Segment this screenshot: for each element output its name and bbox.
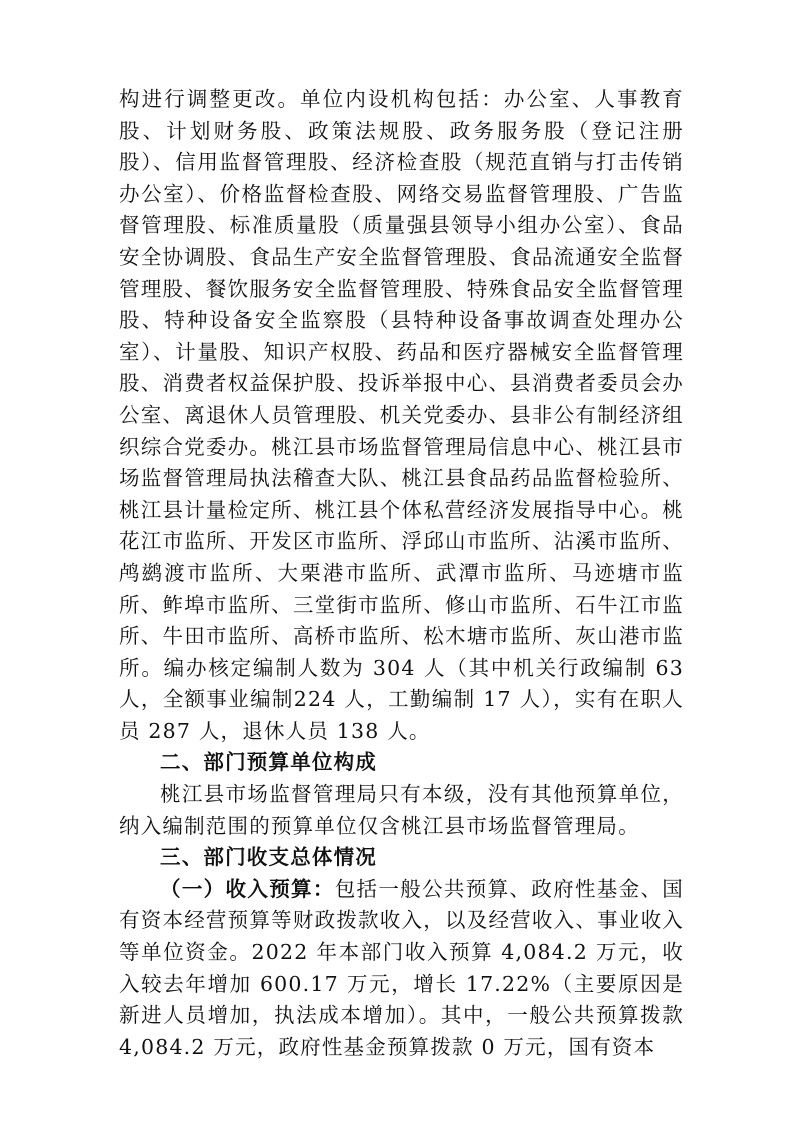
income-budget-text: 包括一般公共预算、政府性基金、国有资本经营预算等财政拨款收入，以及经营收入、事业收入等单位资金。2022 年本部门收入预算 4,084.2 万元，收入较去年增加 600.17 万元，增长 17.22%（主要原因是新进人员增加，执法成本增加）。其中，一般公共预算拨款 4,084.2 万元，政府性基金预算拨款 0 万元，国有资本: [119, 876, 684, 1059]
section-heading-budget-units: 二、部门预算单位构成: [160, 750, 377, 775]
budget-units-paragraph: 桃江县市场监督管理局只有本级，没有其他预算单位，纳入编制范围的预算单位仅含桃江县市场监督管理局。: [119, 782, 684, 838]
income-budget-paragraph: [119, 874, 684, 1064]
income-budget-label: （一）收入预算：: [160, 876, 335, 901]
section-heading-income-expenditure: 三、部门收支总体情况: [160, 845, 377, 870]
org-structure-paragraph: 构进行调整更改。单位内设机构包括：办公室、人事教育股、计划财务股、政策法规股、政务服务股（登记注册股）、信用监督管理股、经济检查股（规范直销与打击传销办公室）、价格监督检查股、网络交易监督管理股、广告监督管理股、标准质量股（质量强县领导小组办公室）、食品安全协调股、食品生产安全监督管理股、食品流通安全监督管理股、餐饮服务安全监督管理股、特殊食品安全监督管理股、特种设备安全监察股（县特种设备事故调查处理办公室）、计量股、知识产权股、药品和医疗器械安全监督管理股、消费者权益保护股、投诉举报中心、县消费者委员会办公室、离退休人员管理股、机关党委办、县非公有制经济组织综合党委办。桃江县市场监督管理局信息中心、桃江县市场监督管理局执法稽查大队、桃江县食品药品监督检验所、桃江县计量检定所、桃江县个体私营经济发展指导中心。桃花江市监所、开发区市监所、浮邱山市监所、沾溪市监所、鸬鹚渡市监所、大栗港市监所、武潭市监所、马迹塘市监所、鲊埠市监所、三堂街市监所、修山市监所、石牛江市监所、牛田市监所、高桥市监所、松木塘市监所、灰山港市监所。编办核定编制人数为 304 人（其中机关行政编制 63 人，全额事业编制224 人，工勤编制 17 人），实有在职人员 287 人，退休人员 138 人。: [119, 87, 684, 743]
document-page: [119, 84, 684, 1063]
